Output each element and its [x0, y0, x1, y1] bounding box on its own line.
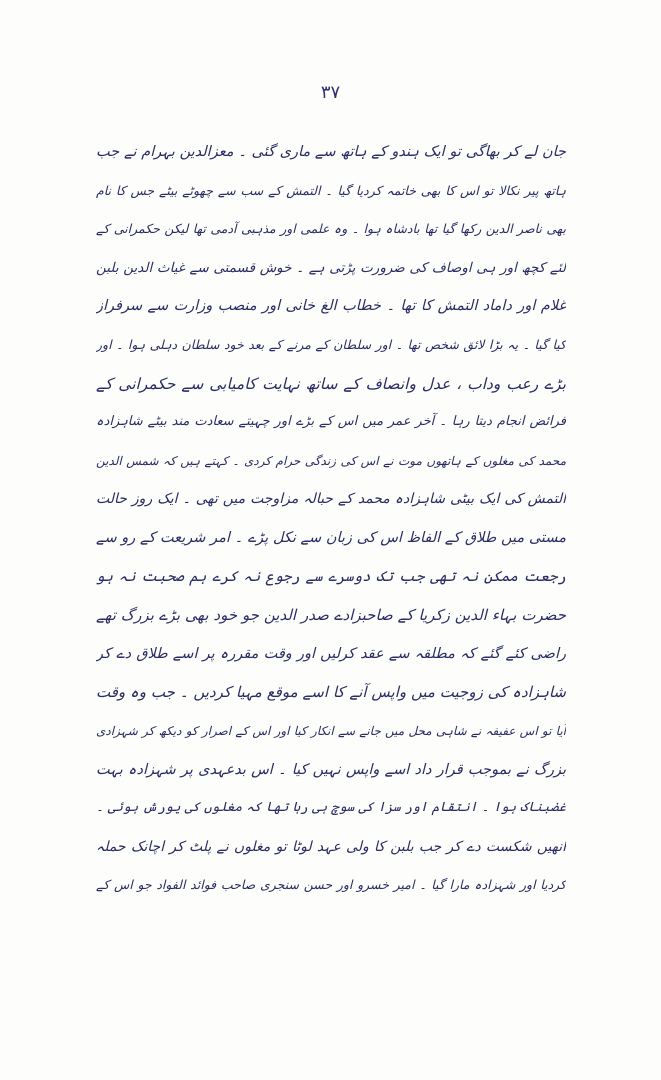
text-line: محمد کی مغلوں کے ہاتھوں موت نے اس کی زندگی حرام کردی ۔ کہتے ہیں کہ شمس الدین	[96, 453, 566, 468]
text-line: رجعت ممکن نہ تھی جب تک دوسرے سے رجوع نہ کرے ہم صحبت نہ ہو	[96, 568, 566, 585]
text-line: انھیں شکست دے کر جب بلبن کا ولی عہد لوٹا تو مغلوں نے پلٹ کر اچانک حملہ	[96, 838, 566, 855]
text-line: جان لے کر بھاگی تو ایک ہندو کے ہاتھ سے ماری گئی ۔ معزالدین بہرام نے جب	[96, 144, 566, 160]
text-line: غلام اور داماد التمش کا تھا ۔ خطاب الغ خانی اور منصب وزارت سے سرفراز	[96, 298, 566, 315]
text-line: شاہزادہ کی زوجیت میں واپس آنے کا اسے موقع مہیا کردیں ۔ جب وہ وقت	[96, 683, 566, 702]
text-line: آیا تو اس عفیفہ نے شاہی محل میں جانے سے انکار کیا اور اس کے اصرار کو دیکھ کر شہزادی	[96, 723, 566, 738]
page-number: ۳۷	[320, 82, 341, 103]
text-line: فرائض انجام دیتا رہا ۔ آخر عمر میں اس کے بڑے اور چہیتے سعادت مند بیٹے شاہزادہ	[96, 414, 566, 430]
text-line: بزرگ نے بموجب قرار داد اسے واپس نہیں کیا ۔ اس بدعہدی پر شہزادہ بہت	[96, 761, 566, 778]
text-line: ہاتھ پیر نکالا تو اس کا بھی خاتمہ کردیا گیا ۔ التمش کے سب سے چھوٹے بیٹے جس کا نام	[96, 182, 566, 198]
text-line: کردیا اور شہزادہ مارا گیا ۔ امیر خسرو اور حسن سنجری صاحب فوائد الفواد جو اس کے	[96, 877, 566, 893]
urdu-text-body	[96, 133, 566, 905]
text-line: بڑے رعب وداب ، عدل وانصاف کے ساتھ نہایت کامیابی سے حکمرانی کے	[96, 374, 566, 393]
text-line: التمش کی ایک بیٹی شاہزادہ محمد کے حبالہ مزاوجت میں تھی ۔ ایک روز حالت	[96, 491, 566, 508]
text-line: راضی کئے گئے کہ مطلقہ سے عقد کرلیں اور وقت مقررہ پر اسے طلاق دے کر	[96, 645, 566, 662]
text-line: لئے کچھ اور ہی اوصاف کی ضرورت پڑتی ہے ۔ خوش قسمتی سے غیاث الدین بلبن	[96, 259, 566, 276]
text-line: بھی ناصر الدین رکھا گیا تھا بادشاہ ہوا ۔ وہ علمی اور مذہبی آدمی تھا لیکن حکمرانی کے	[96, 221, 566, 237]
text-line: حضرت بہاء الدین زکریا کے صاحبزادے صدر الدین جو خود بھی بڑے بزرگ تھے	[96, 606, 566, 625]
text-line: کیا گیا ۔ یہ بڑا لائق شخص تھا ۔ اور سلطان کے مرنے کے بعد خود سلطان دہلی ہوا ۔ اور	[96, 336, 566, 352]
text-line: غضبناک ہوا ۔ انتقام اور سزا کی سوچ ہی رہا تھا کہ مغلوں کی یورش ہوئی ۔	[96, 800, 566, 816]
text-line: مستی میں طلاق کے الفاظ اس کی زبان سے نکل پڑے ۔ امر شریعت کے رو سے	[96, 529, 566, 546]
